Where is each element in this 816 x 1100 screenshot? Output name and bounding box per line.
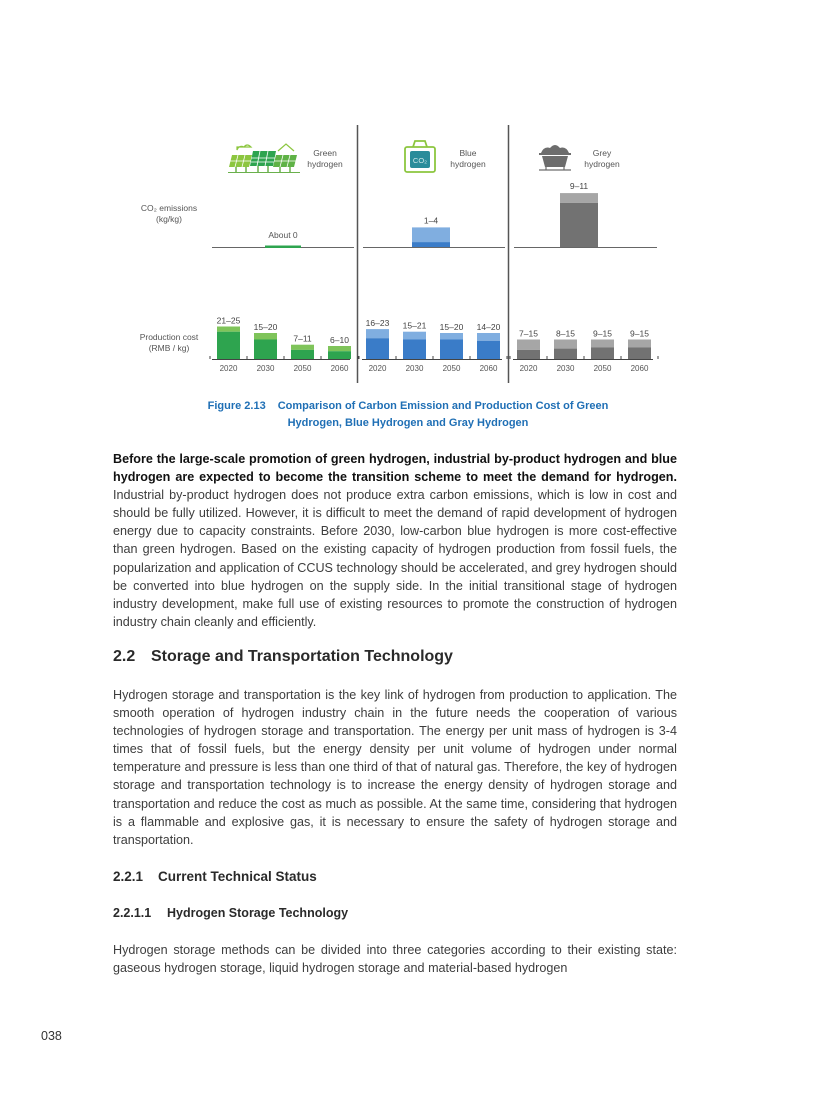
year-tick-label: 2030 xyxy=(256,364,275,373)
paragraph-transition-scheme xyxy=(113,450,677,631)
figure-caption xyxy=(0,398,816,432)
cost-bar-range xyxy=(403,332,426,340)
section-heading-2-2-1-1 xyxy=(113,906,348,920)
cost-bar-min xyxy=(591,347,614,359)
co2-axis-label: CO₂ emissions xyxy=(140,203,198,213)
section-title: Hydrogen Storage Technology xyxy=(167,906,349,920)
co2-bar-0 xyxy=(265,246,301,249)
section-heading-2-2-1 xyxy=(113,869,317,884)
panel-label-green: Green xyxy=(313,148,337,158)
hydrogen-comparison-figure xyxy=(0,0,816,390)
cost-value-label: 16–23 xyxy=(365,318,390,329)
co2-bar-min-1 xyxy=(412,242,450,247)
cost-bar-min xyxy=(217,332,240,359)
co2-bar-min-2 xyxy=(560,203,598,247)
year-tick-label: 2030 xyxy=(556,364,575,373)
panel-label-grey: Grey xyxy=(592,148,612,158)
svg-text:CO₂: CO₂ xyxy=(412,156,428,165)
panel-label-blue: Blue xyxy=(459,148,477,158)
cost-bar-min xyxy=(291,350,314,359)
cost-bar-min xyxy=(554,349,577,359)
co2-value-label: About 0 xyxy=(268,230,298,240)
cost-bar-range xyxy=(217,327,240,332)
cost-bar-range xyxy=(366,329,389,338)
cost-axis-unit: (RMB / kg) xyxy=(148,343,190,353)
cost-value-label: 7–11 xyxy=(293,333,312,344)
cost-bar-min xyxy=(403,340,426,360)
section-title: Current Technical Status xyxy=(158,869,317,884)
cost-value-label: 15–20 xyxy=(439,322,464,332)
cost-bar-range xyxy=(328,346,351,351)
cost-value-label: 15–21 xyxy=(402,320,427,331)
cost-value-label: 15–20 xyxy=(253,322,278,332)
cost-bar-min xyxy=(440,340,463,360)
co2-value-label: 9–11 xyxy=(569,181,589,192)
panel-label-grey: hydrogen xyxy=(584,159,620,169)
year-tick-label: 2050 xyxy=(593,364,612,373)
co2-storage-bag-icon xyxy=(405,141,435,172)
year-tick-label: 2050 xyxy=(442,364,461,373)
cost-value-label: 6–10 xyxy=(330,335,349,345)
solar-panel-icon xyxy=(228,144,300,173)
year-tick-label: 2020 xyxy=(368,364,387,373)
coal-cart-icon xyxy=(539,145,571,170)
cost-bar-range xyxy=(291,345,314,350)
paragraph-storage-intro: Hydrogen storage and transportation is the key link of hydrogen from production to application. The smooth operation of hydrogen industry chain in the future needs the cooperation of various technologies of hydrogen storage and transportation. The energy per unit mass of hydrogen is 3-4 times that of fossil fuels, but the energy density per unit volume of hydrogen under normal temperature and pressure is less than one third of that of natural gas. Therefore, the key of hydrogen storage and transportation technology is to increase the energy density of hydrogen storage and transportation and reduce the cost as much as possible. At the same time, considering that hydrogen is a flammable and explosive gas, it is necessary to ensure the safety of hydrogen storage and transportation. xyxy=(113,688,677,847)
section-heading-2-2 xyxy=(113,648,453,666)
cost-bar-range xyxy=(591,340,614,348)
co2-bar-range-1 xyxy=(412,227,450,242)
cost-bar-min xyxy=(628,347,651,359)
co2-axis-unit: (kg/kg) xyxy=(156,214,182,224)
caption-line-2: Hydrogen, Blue Hydrogen and Gray Hydrogen xyxy=(287,417,529,429)
year-tick-label: 2060 xyxy=(630,364,649,373)
cost-bar-min xyxy=(477,341,500,359)
cost-value-label: 14–20 xyxy=(476,322,501,332)
cost-bar-range xyxy=(477,333,500,341)
section-number: 2.2.1.1 xyxy=(113,906,152,920)
paragraph-lead-bold: Before the large-scale promotion of green hydrogen, industrial by-product hydrogen and blue hydrogen are expected to become the transition scheme to meet the demand for hydrogen. xyxy=(113,452,677,485)
page-number: 038 xyxy=(41,1029,62,1043)
cost-bar-min xyxy=(254,340,277,360)
year-tick-label: 2050 xyxy=(293,364,312,373)
cost-bar-min xyxy=(366,338,389,359)
paragraph-storage-methods: Hydrogen storage methods can be divided into three categories according to their existing state: gaseous hydrogen storage, liquid hydrogen storage and material-based hydrogen xyxy=(113,943,677,976)
panel-label-green: hydrogen xyxy=(307,159,343,169)
section-number: 2.2 xyxy=(113,648,136,665)
section-title: Storage and Transportation Technology xyxy=(151,648,453,665)
cost-bar-range xyxy=(628,340,651,348)
cost-bar-range xyxy=(440,333,463,340)
co2-bar-range-2 xyxy=(560,193,598,203)
cost-axis-label: Production cost xyxy=(139,332,199,342)
year-tick-label: 2020 xyxy=(519,364,538,373)
cost-value-label: 7–15 xyxy=(519,328,538,339)
panel-label-blue: hydrogen xyxy=(450,159,486,169)
caption-line-1: Comparison of Carbon Emission and Production Cost of Green xyxy=(277,400,609,412)
figure-number: Figure 2.13 xyxy=(207,400,266,412)
cost-value-label: 9–15 xyxy=(630,328,649,339)
paragraph-body: Industrial by-product hydrogen does not produce extra carbon emissions, which is low in cost and should be fully utilized. However, it is difficult to meet the demand of rapid development of hydrogen energy due to capacity constraints. Before 2030, low-carbon blue hydrogen is more cost-effective than green hydrogen. Based on the existing capacity of hydrogen production from fossil fuels, the popularization and application of CCUS technology should be accelerated, and grey hydrogen should be converted into blue hydrogen on the supply side. In the initial transitional stage of hydrogen industry development, make full use of existing resources to promote the construction of hydrogen industry chain cleanly and efficiently. xyxy=(113,488,677,629)
year-tick-label: 2020 xyxy=(219,364,238,373)
cost-bar-range xyxy=(554,340,577,349)
year-tick-label: 2060 xyxy=(479,364,498,373)
year-tick-label: 2060 xyxy=(330,364,349,373)
year-tick-label: 2030 xyxy=(405,364,424,373)
cost-value-label: 21–25 xyxy=(216,315,241,326)
section-number: 2.2.1 xyxy=(113,869,144,884)
co2-value-label: 1–4 xyxy=(423,215,439,226)
cost-bar-min xyxy=(517,350,540,359)
cost-bar-min xyxy=(328,351,351,359)
cost-bar-range xyxy=(517,340,540,350)
cost-value-label: 8–15 xyxy=(556,328,575,339)
cost-bar-range xyxy=(254,333,277,340)
cost-value-label: 9–15 xyxy=(593,328,612,339)
